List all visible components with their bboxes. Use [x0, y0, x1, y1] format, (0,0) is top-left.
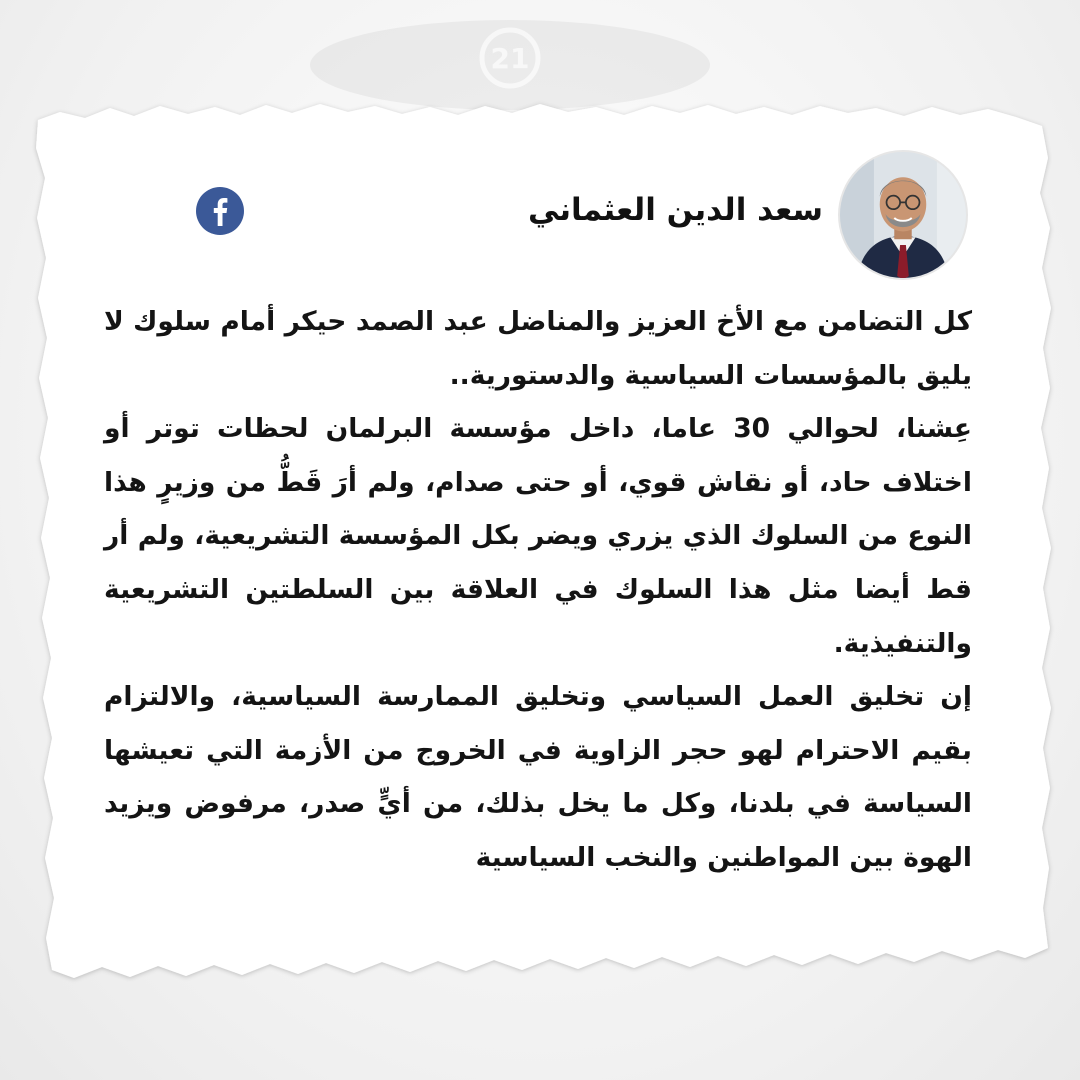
- post-body: [104, 295, 972, 885]
- author-avatar: [838, 150, 968, 280]
- post-paragraph-3: إن تخليق العمل السياسي وتخليق الممارسة السياسية، والالتزام بقيم الاحترام لهو حجر الزاوية في الخروج من الأزمة التي تعيشها السياسة في بلدنا، وكل ما يخل بذلك، من أيٍّ صدر، مرفوض ويزيد الهوة بين المواطنين والنخب السياسية: [104, 681, 972, 873]
- facebook-icon: [195, 186, 245, 236]
- author-name: سعد الدين العثماني: [527, 192, 823, 228]
- post-paragraph-2: عِشنا، لحوالي 30 عاما، داخل مؤسسة البرلمان لحظات توتر أو اختلاف حاد، أو نقاش قوي، أو حتى صدام، ولم أرَ قَطُّ من وزيرٍ هذا النوع من السلوك الذي يزري ويضر بكل المؤسسة التشريعية، ولم أر قط أيضا مثل هذا السلوك في العلاقة بين السلطتين التشريعية والتنفيذية.: [104, 413, 972, 659]
- person-icon: [840, 152, 966, 278]
- post-paragraph-1: كل التضامن مع الأخ العزيز والمناضل عبد الصمد حيكر أمام سلوك لا يليق بالمؤسسات السياسية والدستورية..: [104, 306, 972, 391]
- watermark-number: 21: [490, 42, 530, 75]
